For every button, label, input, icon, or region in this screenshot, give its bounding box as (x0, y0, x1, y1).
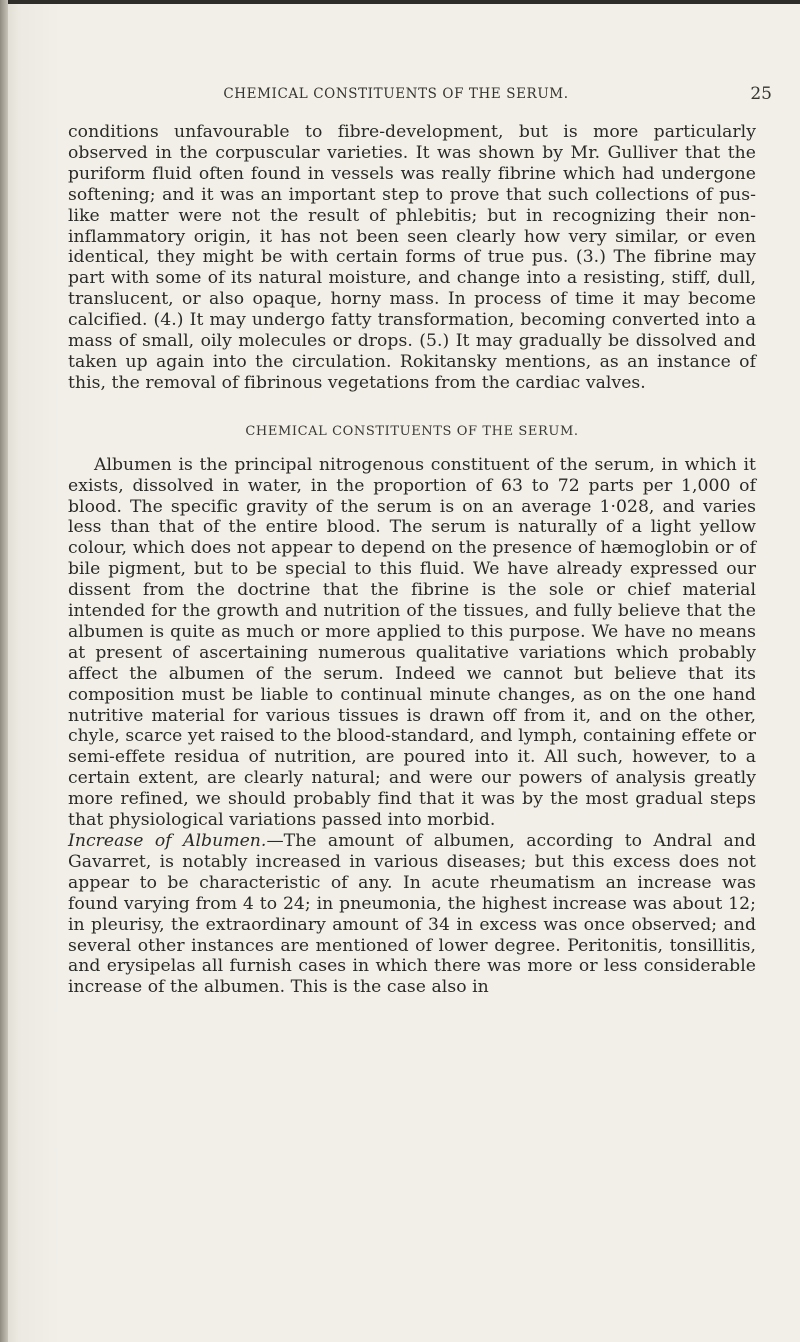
paragraph-fibrine-conditions: conditions unfavourable to fibre-development, but is more particularly observed in the corpuscular varieties. It was shown by Mr. Gulliver that the puriform fluid often found in vessels was really fibrine which had undergone softening; and it was an important step to prove that such collections of pus-like matter were not the result of phlebitis; but in recognizing their non-inflammatory origin, it has not been seen clearly how very similar, or even identical, they might be with certain forms of true pus. (3.) The fibrine may part with some of its natural moisture, and change into a resisting, stiff, dull, translucent, or also opaque, horny mass. In process of time it may become calcified. (4.) It may undergo fatty transformation, becoming converted into a mass of small, oily molecules or drops. (5.) It may gradually be dissolved and taken up again into the circulation. Rokitansky mentions, as an instance of this, the removal of fibrinous vegetations from the cardiac valves. (68, 122, 756, 393)
paragraph-increase-of-albumen (68, 831, 756, 998)
top-edge-rule (0, 0, 800, 4)
body-text (68, 122, 756, 998)
running-head (116, 84, 772, 108)
increase-of-albumen-heading: Increase of Albumen. (68, 831, 267, 851)
section-heading: CHEMICAL CONSTITUENTS OF THE SERUM. (245, 423, 579, 439)
page-number: 25 (750, 84, 772, 104)
page-spine-shadow (0, 0, 8, 1342)
paragraph-albumen: Albumen is the principal nitrogenous constituent of the serum, in which it exists, dissolved in water, in the proportion of 63 to 72 parts per 1,000 of blood. The specific gravity of the serum is on an average 1·028, and varies less than that of the entire blood. The serum is naturally of a light yellow colour, which does not appear to depend on the presence of hæmoglobin or of bile pigment, but to be special to this fluid. We have already expressed our dissent from the doctrine that the fibrine is the sole or chief material intended for the growth and nutrition of the tissues, and fully believe that the albumen is quite as much or more applied to this purpose. We have no means at present of ascertaining numerous qualitative variations which probably affect the albumen of the serum. Indeed we cannot but believe that its composition must be liable to continual minute changes, as on the one hand nutritive material for various tissues is drawn off from it, and on the other, chyle, scarce yet raised to the blood-standard, and lymph, containing effete or semi-effete residua of nutrition, are poured into it. All such, however, to a certain extent, are clearly natural; and were our powers of analysis greatly more refined, we should probably find that it was by the most gradual steps that physiological variations passed into morbid. (68, 454, 756, 831)
running-title: CHEMICAL CONSTITUENTS OF THE SERUM. (223, 86, 569, 102)
increase-of-albumen-text: —The amount of albumen, according to Andral and Gavarret, is notably increased in various diseases; but this excess does not appear to be characteristic of any. In acute rheumatism an increase was found varying from 4 to 24; in pneumonia, the highest increase was about 12; in pleurisy, the extraordinary amount of 34 in excess was once observed; and several other instances are mentioned of lower degree. Peritonitis, tonsillitis, and erysipelas all furnish cases in which there was more or less considerable increase of the albumen. This is the case also in (68, 831, 756, 998)
